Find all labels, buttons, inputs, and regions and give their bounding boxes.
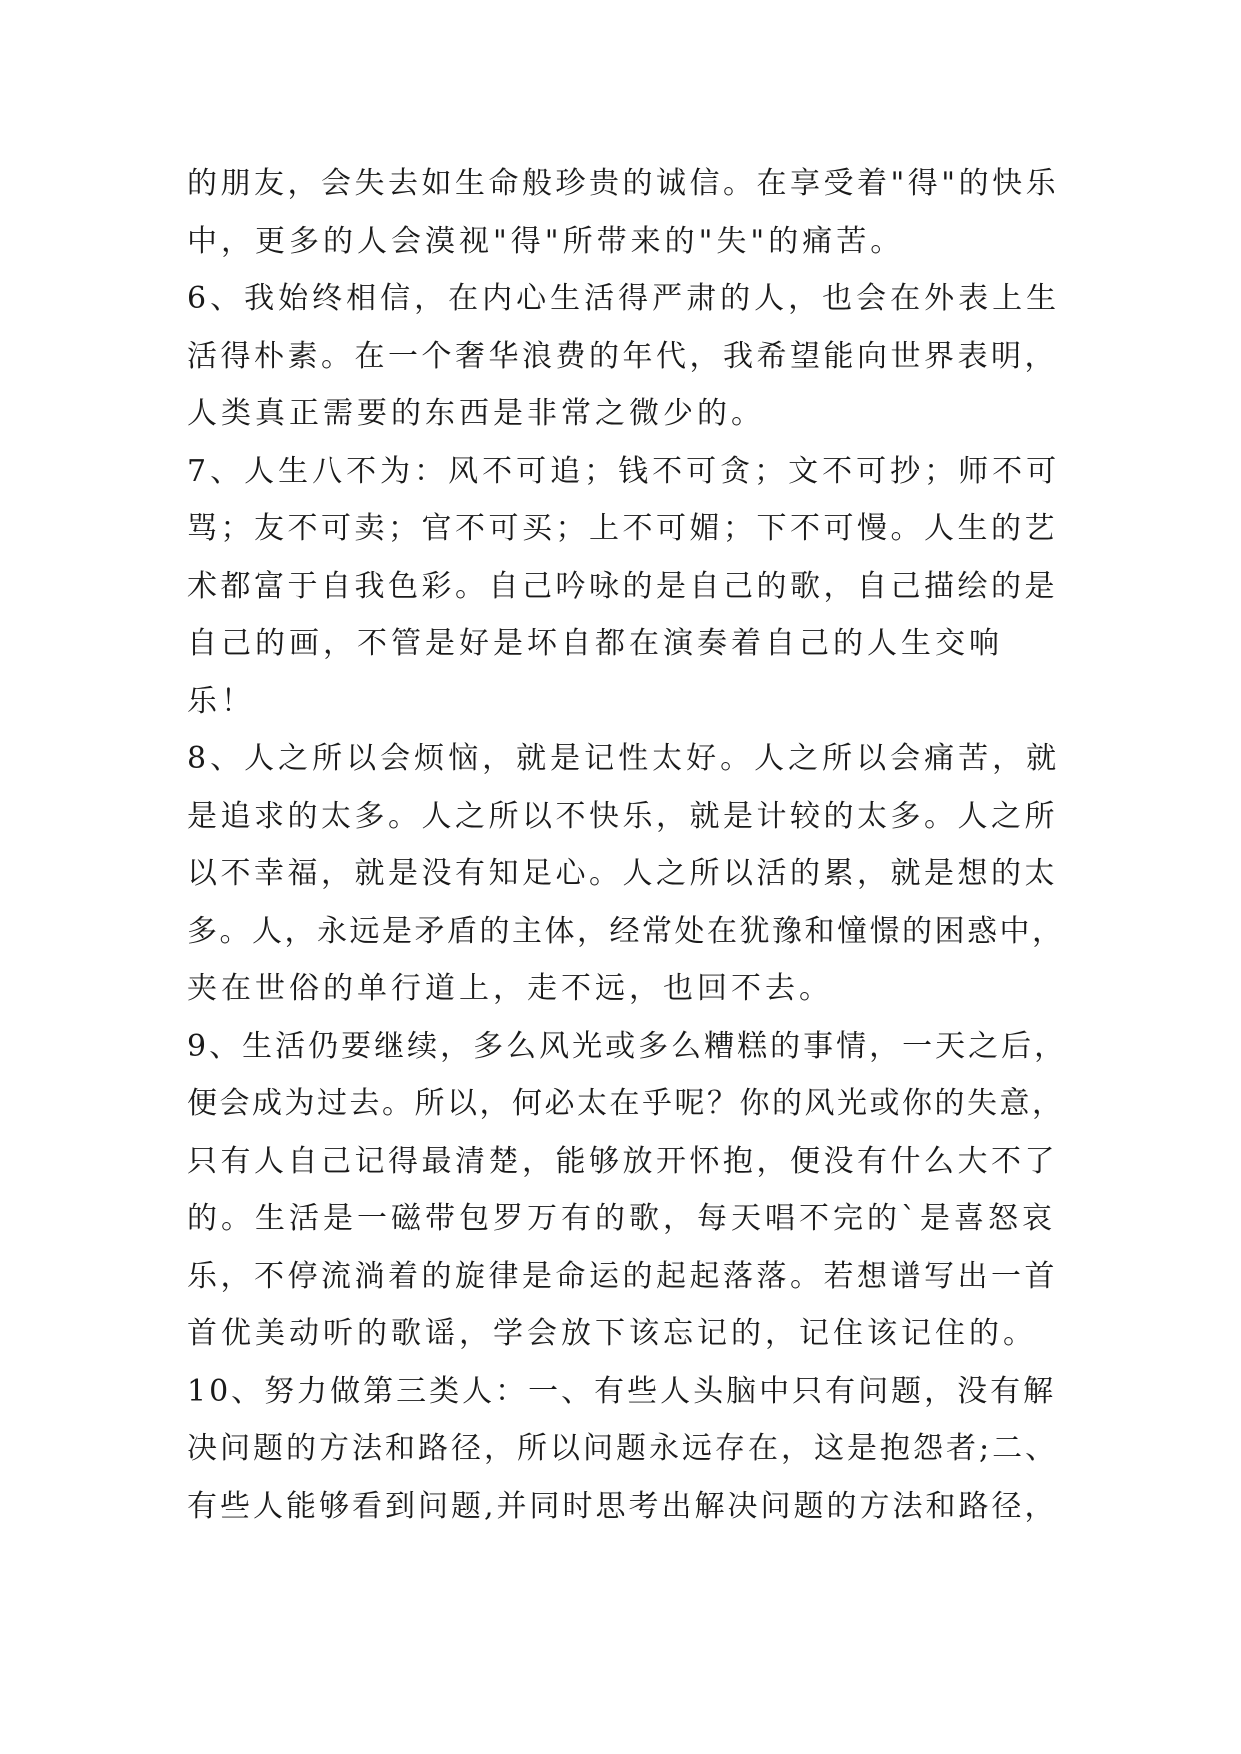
text-line: 多。人，永远是矛盾的主体，经常处在犹豫和憧憬的困惑中，: [187, 913, 1065, 949]
text-line: 9、生活仍要继续，多么风光或多么糟糕的事情，一天之后，: [187, 1028, 1068, 1064]
text-line: 有些人能够看到问题,并同时思考出解决问题的方法和路径，: [187, 1488, 1058, 1524]
text-line: 10、努力做第三类人：一、有些人头脑中只有问题，没有解: [187, 1373, 1057, 1409]
document-body: [187, 155, 1067, 1535]
text-line: 中，更多的人会漠视"得"所带来的"失"的痛苦。: [187, 223, 905, 259]
text-line: 骂；友不可卖；官不可买；上不可媚；下不可慢。人生的艺: [187, 511, 1058, 546]
text-line: 术都富于自我色彩。自己吟咏的是自己的歌，自己描绘的是: [187, 568, 1058, 604]
text-line: 便会成为过去。所以，何必太在乎呢？你的风光或你的失意，: [187, 1086, 1065, 1121]
text-line: 决问题的方法和路径，所以问题永远存在，这是抱怨者;二、: [187, 1431, 1059, 1466]
text-line: 自己的画，不管是好是坏自都在演奏着自己的人生交响: [187, 626, 1003, 661]
text-line: 的。生活是一磁带包罗万有的歌，每天唱不完的`是喜怒哀: [187, 1201, 1056, 1236]
text-line: 乐，不停流淌着的旋律是命运的起起落落。若想谱写出一首: [187, 1258, 1058, 1294]
text-line: 的朋友，会失去如生命般珍贵的诚信。在享受着"得"的快乐: [187, 166, 1060, 201]
text-line: 活得朴素。在一个奢华浪费的年代，我希望能向世界表明，: [187, 338, 1058, 374]
text-line: 人类真正需要的东西是非常之微少的。: [187, 396, 765, 431]
text-line: 7、人生八不为：风不可追；钱不可贪；文不可抄；师不可: [187, 453, 1061, 489]
text-line: 乐！: [187, 683, 255, 719]
text-line: 只有人自己记得最清楚，能够放开怀抱，便没有什么大不了: [187, 1143, 1058, 1179]
text-line: 首优美动听的歌谣，学会放下该忘记的，记住该记住的。: [187, 1316, 1037, 1351]
text-line: 是追求的太多。人之所以不快乐，就是计较的太多。人之所: [187, 798, 1058, 834]
text-line: 夹在世俗的单行道上，走不远，也回不去。: [187, 971, 833, 1006]
text-line: 以不幸福，就是没有知足心。人之所以活的累，就是想的太: [187, 856, 1058, 891]
text-line: 8、人之所以会烦恼，就是记性太好。人之所以会痛苦，就: [187, 741, 1061, 776]
text-line: 6、我始终相信，在内心生活得严肃的人，也会在外表上生: [187, 281, 1061, 316]
